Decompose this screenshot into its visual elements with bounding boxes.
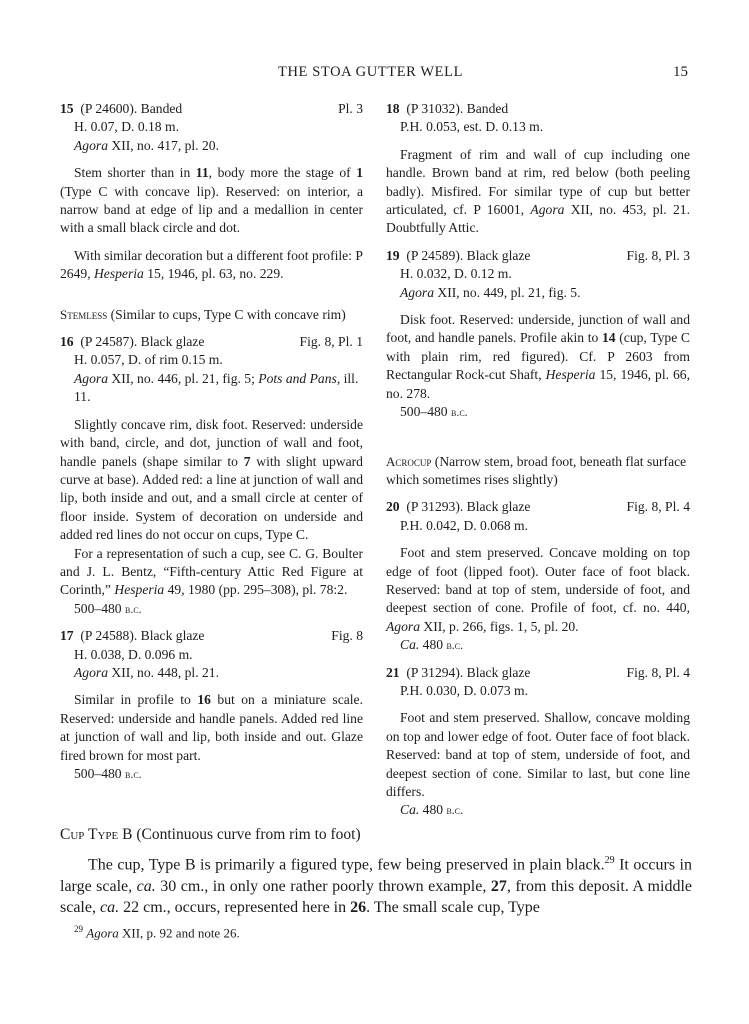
entry-heading: [386, 247, 690, 265]
entry-plate: Fig. 8, Pl. 4: [626, 664, 690, 680]
entry-description: Slightly concave rim, disk foot. Reserved: underside with band, circle, and dot, junction of wall and foot, handle panels (shape similar to 7 with slight upward curve at base). Added red: a line at junction of wall and lip, both inside and out, and a small circle at center of floor inside. System of decoration on underside and added red lines do not occur on cups, Type C.: [60, 416, 363, 543]
entry-date: 500–480 b.c.: [74, 600, 142, 616]
running-header: THE STOA GUTTER WELL: [278, 64, 464, 80]
entry-dims: H. 0.07, D. 0.18 m.: [74, 119, 179, 135]
entry-ref: (P 24588). Black glaze: [80, 628, 205, 644]
entry-number: 17: [60, 628, 74, 644]
entry-plate: Fig. 8, Pl. 3: [626, 247, 690, 263]
entry-dims: P.H. 0.042, D. 0.068 m.: [400, 517, 529, 533]
entry-number: 16: [60, 334, 74, 350]
section-heading-stemless: Stemless (Similar to cups, Type C with concave rim): [60, 306, 346, 322]
catalog-entry-17: [60, 627, 363, 783]
entry-description: Foot and stem preserved. Concave molding on top edge of foot (lipped foot). Outer face of foot black. Reserved: band at top of stem, underside of foot, and deepest section of cone. Profile of foot, cf. no. 440, Agora XII, p. 266, figs. 1, 5, pl. 20.: [386, 545, 690, 634]
entry-ref: (P 24589). Black glaze: [406, 247, 531, 263]
footnote: $^{29}$ Agora XII, p. 92 and note 26.: [74, 924, 240, 941]
entry-description: Foot and stem preserved. Shallow, concave molding on top and lower edge of foot. Outer face of foot black. Reserved: band at top of stem, underside of foot, and deepest section of cone. Similar to last, but cone line differs.: [386, 710, 690, 799]
catalog-entry-18: [386, 100, 690, 238]
right-column: [386, 100, 690, 820]
entry-bibliography: Agora XII, no. 449, pl. 21, fig. 5.: [400, 284, 581, 300]
entry-description: Fragment of rim and wall of cup including one handle. Brown band at rim, red below (both peeling badly). Misfired. For similar type of cup but better articulated, cf. P 16001, Agora XII, no. 453, pl. 21. Doubtfully Attic.: [386, 146, 690, 236]
body-paragraph: The cup, Type B is primarily a figured type, few being preserved in plain black.$^{29}$ It occurs in large scale, ca. 30 cm., in only one rather poorly thrown example, 27, from this deposit. A middle scale, ca. 22 cm., occurs, represented here in 26. The small scale cup, Type: [60, 855, 693, 917]
entry-heading: [386, 100, 690, 118]
section-heading-cup-type-b: Cup Type B (Continuous curve from rim to foot): [60, 826, 361, 843]
entry-dims: P.H. 0.053, est. D. 0.13 m.: [400, 119, 544, 135]
entry-dims: H. 0.057, D. of rim 0.15 m.: [74, 352, 223, 368]
entry-date: Ca. 480 b.c.: [400, 802, 464, 818]
entry-heading: [60, 333, 363, 351]
entry-bibliography: Agora XII, no. 417, pl. 20.: [74, 137, 219, 153]
catalog-entry-19: [386, 247, 690, 422]
entry-ref: (P 24600). Banded: [80, 101, 183, 116]
entry-description: Stem shorter than in 11, body more the stage of 1 (Type C with concave lip). Reserved: on interior, a narrow band at edge of lip and a medallion in center with a small black circle and dot.: [60, 165, 363, 236]
entry-heading: [60, 100, 363, 118]
entry-plate: Pl. 3: [338, 101, 363, 116]
left-column: [60, 100, 363, 783]
entry-ref: (P 31293). Black glaze: [406, 499, 531, 515]
entry-description: Similar in profile to 16 but on a miniature scale. Reserved: underside and handle panels. Added red line at junction of wall and lip, both inside and out. Glaze fired brown for most part.: [60, 692, 363, 763]
entry-note: With similar decoration but a different foot profile: P 2649, Hesperia 15, 1946, pl. 63, no. 229.: [60, 247, 363, 282]
entry-number: 20: [386, 499, 400, 515]
entry-bibliography: Agora XII, no. 448, pl. 21.: [74, 664, 219, 680]
entry-number: 15: [60, 101, 74, 116]
page-number: 15: [673, 64, 688, 80]
entry-dims: H. 0.038, D. 0.096 m.: [74, 646, 193, 662]
entry-number: 21: [386, 664, 400, 680]
entry-dims: P.H. 0.030, D. 0.073 m.: [400, 682, 529, 698]
entry-ref: (P 24587). Black glaze: [80, 334, 205, 350]
catalog-entry-21: [386, 664, 690, 820]
entry-number: 19: [386, 247, 400, 263]
entry-number: 18: [386, 101, 400, 116]
entry-heading: [386, 498, 690, 516]
entry-note: For a representation of such a cup, see C. G. Boulter and J. L. Bentz, “Fifth-century Attic Red Figure at Corinth,” Hesperia 49, 1980 (pp. 295–308), pl. 78:2.: [60, 545, 363, 598]
entry-ref: (P 31032). Banded: [406, 101, 509, 116]
entry-description: Disk foot. Reserved: underside, junction of wall and foot, and handle panels. Profile akin to 14 (cup, Type C with plain rim, red figured). Cf. P 2603 from Rectangular Rock-cut Shaft, Hesperia 15, 1946, pl. 66, no. 278.: [386, 312, 690, 401]
section-heading-acrocup: Acrocup (Narrow stem, broad foot, beneath flat surface which sometimes rises slightly): [386, 453, 687, 487]
entry-plate: Fig. 8: [331, 628, 363, 644]
entry-date: Ca. 480 b.c.: [400, 637, 464, 653]
entry-ref: (P 31294). Black glaze: [406, 664, 531, 680]
catalog-entry-16: [60, 333, 363, 618]
entry-bibliography: Agora XII, no. 446, pl. 21, fig. 5; Pots and Pans, ill. 11.: [74, 370, 359, 405]
entry-heading: [60, 627, 363, 645]
catalog-entry-15: [60, 100, 363, 284]
footnote-ref: 29: [604, 855, 615, 866]
entry-date: 500–480 b.c.: [400, 404, 468, 420]
entry-plate: Fig. 8, Pl. 4: [626, 499, 690, 515]
entry-date: 500–480 b.c.: [74, 766, 142, 781]
catalog-entry-20: [386, 498, 690, 654]
entry-dims: H. 0.032, D. 0.12 m.: [400, 266, 512, 282]
entry-heading: [386, 664, 690, 682]
entry-plate: Fig. 8, Pl. 1: [299, 334, 363, 350]
